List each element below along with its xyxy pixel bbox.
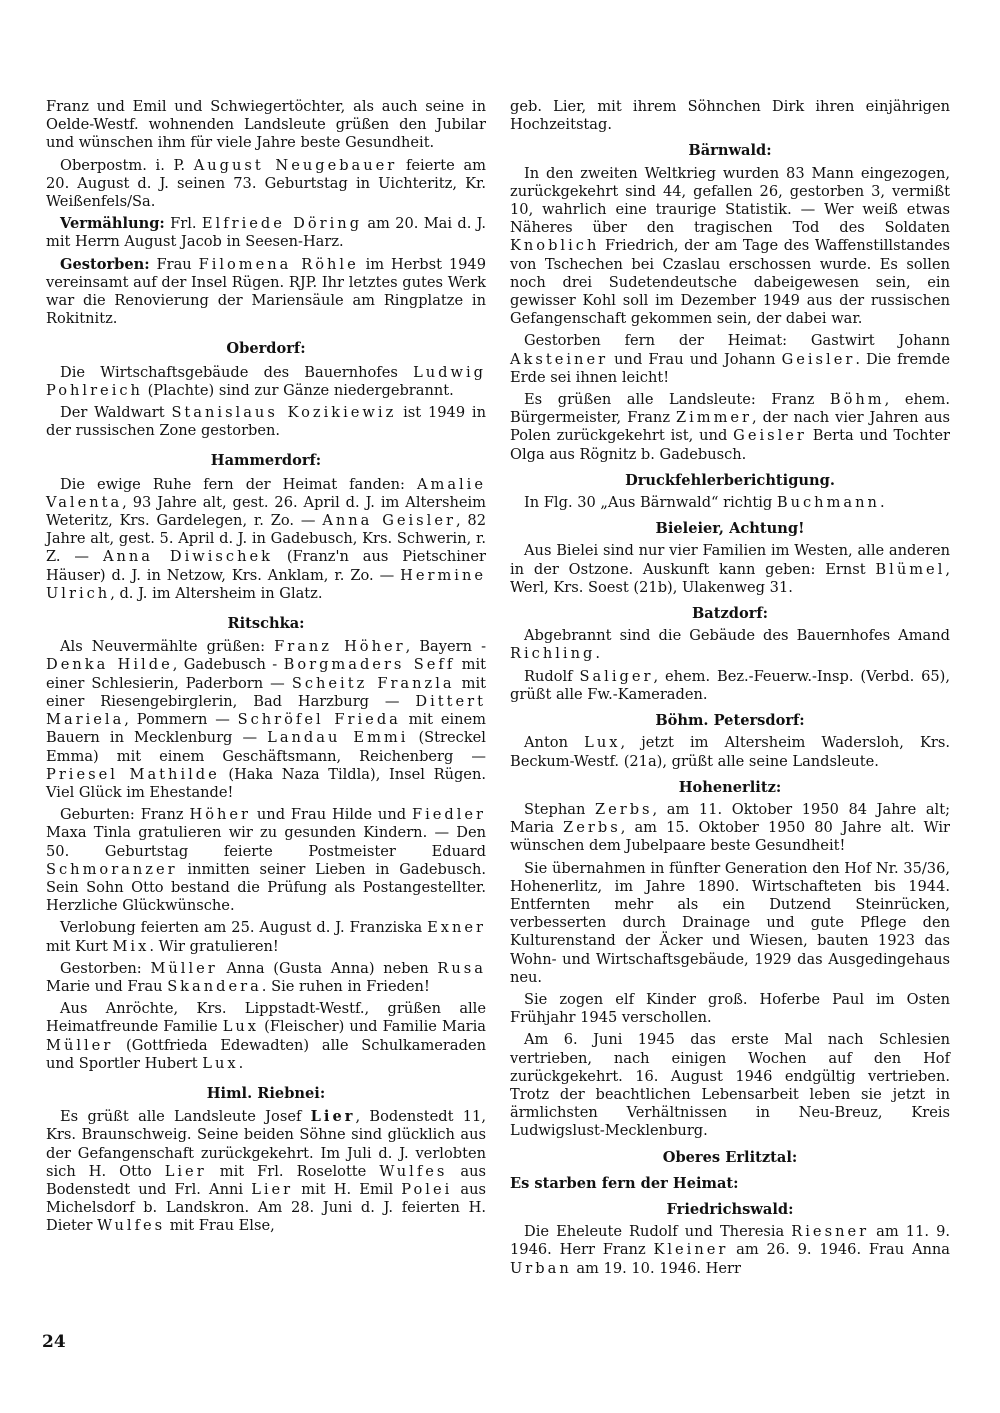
section-heading-friedrichswald: Friedrichswald: [666, 1200, 794, 1218]
subheading-es-starben: Es starben fern der Heimat: [510, 1174, 739, 1192]
section-heading-druckfehler: Druckfehlerberichtigung. [625, 471, 835, 489]
paragraph: Verlobung feierten am 25. August d. J. Franziska Exner mit Kurt Mix. Wir gratulieren! [46, 919, 486, 955]
paragraph: Gestorben: Frau Filomena Röhle im Herbst 1949 vereinsamt auf der Insel Rügen. RJP. Ihr letztes gutes Werk war die Renovierung der Mariensäule am Ringplatze in Rokitnitz. [46, 255, 486, 328]
paragraph: Als Neuvermählte grüßen: Franz Höher, Bayern - Denka Hilde, Gadebusch - Borgmaders Seff mit einer Schlesierin, Paderborn — Scheitz Franzla mit einer Riesengebirglerin, Bad Harzburg — Dittert Mariela, Pommern — Schröfel Frieda mit einem Bauern in Mecklenburg — Landau Emmi (Streckel Emma) mit einem Geschäftsmann, Reichenberg — Priesel Mathilde (Haka Naza Tildla), Insel Rügen. Viel Glück im Ehestande! [46, 638, 487, 801]
section-heading-riebnei: Himl. Riebnei: [206, 1084, 326, 1102]
paragraph: geb. Lier, mit ihrem Söhnchen Dirk ihren einjährigen Hochzeitstag. [510, 98, 950, 134]
paragraph: Am 6. Juni 1945 das erste Mal nach Schlesien vertrieben, nach einigen Wochen auf den Hof zurückgekehrt. 16. August 1946 endgültig vertrieben. Trotz der beachtlichen Lebensarbeit leben sie jetzt in ärmlichsten Verhältnissen in Neu-Breuz, Kreis Ludwigslust-Mecklenburg. [510, 1031, 950, 1140]
paragraph: Vermählung: Frl. Elfriede Döring am 20. Mai d. J. mit Herrn August Jacob in Seesen-Harz. [46, 215, 487, 251]
section-heading-batzdorf: Batzdorf: [691, 605, 769, 623]
paragraph: Gestorben fern der Heimat: Gastwirt Johann Aksteiner und Frau und Johann Geisler. Die fremde Erde sei ihnen leicht! [510, 332, 950, 386]
paragraph: Franz und Emil und Schwiegertöchter, als auch seine in Oelde-Westf. wohnenden Landsleute grüßen den Jubilar und wünschen ihm für viele Jahre beste Gesundheit. [46, 98, 486, 152]
section-heading-hohenerlitz: Hohenerlitz: [678, 778, 782, 796]
paragraph: Aus Anröchte, Krs. Lippstadt-Westf., grüßen alle Heimatfreunde Familie Lux (Fleischer) und Familie Maria Müller (Gottfrieda Edewadten) alle Schulkameraden und Sportler Hubert Lux. [46, 1000, 486, 1072]
paragraph: In den zweiten Weltkrieg wurden 83 Mann eingezogen, zurückgekehrt sind 44, gefallen 26, gestorben 3, vermißt 10, wahrlich eine traurige Statistik. — Wer weiß etwas Näheres über den tragischen Tod des Soldaten Knoblich Friedrich, der am Tage des Waffenstillstandes von Tschechen bei Czaslau erschossen wurde. Es sollen noch drei Sudetendeutsche dabeigewesen sein, ein gewisser Kohl soll im Dezember 1949 aus der russischen Gefangenschaft gekommen sein, der dabei war. [510, 164, 950, 328]
section-heading-bieleier: Bieleier, Achtung! [655, 520, 805, 538]
paragraph: Sie zogen elf Kinder groß. Hoferbe Paul im Osten Frühjahr 1945 verschollen. [510, 990, 950, 1027]
paragraph: Der Waldwart Stanislaus Kozikiewiz ist 1949 in der russischen Zone gestorben. [46, 404, 486, 440]
paragraph: Anton Lux, jetzt im Altersheim Wadersloh, Krs. Beckum-Westf. (21a), grüßt alle seine Landsleute. [510, 734, 950, 770]
paragraph: Es grüßt alle Landsleute Josef Lier, Bodenstedt 11, Krs. Braunschweig. Seine beiden Söhne sind glücklich aus der Gefangenschaft zurückgekehrt. Im Juli d. J. verlobten sich H. Otto Lier mit Frl. Roselotte Wulfes aus Bodenstedt und Frl. Anni Lier mit H. Emil Polei aus Michelsdorf b. Landskron. Am 28. Juni d. J. feierten H. Dieter Wulfes mit Frau Else, [46, 1108, 487, 1235]
page-number: 24 [42, 1332, 66, 1352]
paragraph: Sie übernahmen in fünfter Generation den Hof Nr. 35/36, Hohenerlitz, im Jahre 1890. Wirtschafteten bis 1944. Entfernten mehr als ein Dutzend Steinrücken, verbesserten durch Drainage und gute Pflege den Kulturenstand der Äcker und Wiesen, bauten 1923 das Wohn- und Wirtschaftsgebäude, 1929 das Ausgedingehaus neu. [510, 859, 950, 986]
right-column [510, 98, 950, 1282]
section-heading-boehm-petersdorf: Böhm. Petersdorf: [655, 712, 805, 730]
paragraph: Gestorben: Müller Anna (Gusta Anna) neben Rusa Marie und Frau Skandera. Sie ruhen in Frieden! [46, 959, 486, 995]
paragraph: Die ewige Ruhe fern der Heimat fanden: Amalie Valenta, 93 Jahre alt, gest. 26. April d. J. im Altersheim Weteritz, Krs. Gardelegen, r. Zo. — Anna Geisler, 82 Jahre alt, gest. 5. April d. J. in Gadebusch, Krs. Schwerin, r. Z. — Anna Diwischek (Franz'n aus Pietschiner Häuser) d. J. in Netzow, Krs. Anklam, r. Zo. — Hermine Ulrich, d. J. im Altersheim in Glatz. [46, 475, 486, 602]
section-heading-ritschka: Ritschka: [227, 615, 305, 633]
section-heading-oberes-erlitztal: Oberes Erlitztal: [662, 1148, 798, 1166]
section-heading-hammerdorf: Hammerdorf: [210, 452, 322, 470]
section-heading-baernwald: Bärnwald: [688, 142, 772, 160]
paragraph: Die Eheleute Rudolf und Theresia Riesner am 11. 9. 1946. Herr Franz Kleiner am 26. 9. 1946. Frau Anna Urban am 19. 10. 1946. Herr [510, 1223, 950, 1277]
paragraph: In Flg. 30 „Aus Bärnwald“ richtig Buchmann. [524, 494, 885, 512]
paragraph: Die Wirtschaftsgebäude des Bauernhofes Ludwig Pohlreich (Plachte) sind zur Gänze niedergebrannt. [46, 363, 486, 399]
left-column [46, 98, 486, 1240]
paragraph: Geburten: Franz Höher und Frau Hilde und Fiedler Maxa Tinla gratulieren wir zu gesunden Kindern. — Den 50. Geburtstag feierte Postmeister Eduard Schmoranzer inmitten seiner Lieben in Gadebusch. Sein Sohn Otto bestand die Prüfung als Postangestellter. Herzliche Glückwünsche. [46, 806, 487, 915]
paragraph: Oberpostm. i. P. August Neugebauer feierte am 20. August d. J. seinen 73. Geburtstag in Uichteritz, Kr. Weißenfels/Sa. [46, 156, 486, 211]
paragraph: Aus Bielei sind nur vier Familien im Westen, alle anderen in der Ostzone. Auskunft kann geben: Ernst Blümel, Werl, Krs. Soest (21b), Ulakenweg 31. [510, 542, 950, 596]
paragraph: Abgebrannt sind die Gebäude des Bauernhofes Amand Richling. [510, 627, 950, 663]
paragraph: Stephan Zerbs, am 11. Oktober 1950 84 Jahre alt; Maria Zerbs, am 15. Oktober 1950 80 Jahre alt. Wir wünschen dem Jubelpaare beste Gesundheit! [510, 800, 950, 855]
section-heading-oberdorf: Oberdorf: [226, 340, 306, 358]
paragraph: Es grüßen alle Landsleute: Franz Böhm, ehem. Bürgermeister, Franz Zimmer, der nach vier Jahren aus Polen zurückgekehrt ist, und Geisler Berta und Tochter Olga aus Rögnitz b. Gadebusch. [510, 391, 950, 463]
paragraph: Rudolf Saliger, ehem. Bez.-Feuerw.-Insp. (Verbd. 65), grüßt alle Fw.-Kameraden. [510, 667, 950, 703]
